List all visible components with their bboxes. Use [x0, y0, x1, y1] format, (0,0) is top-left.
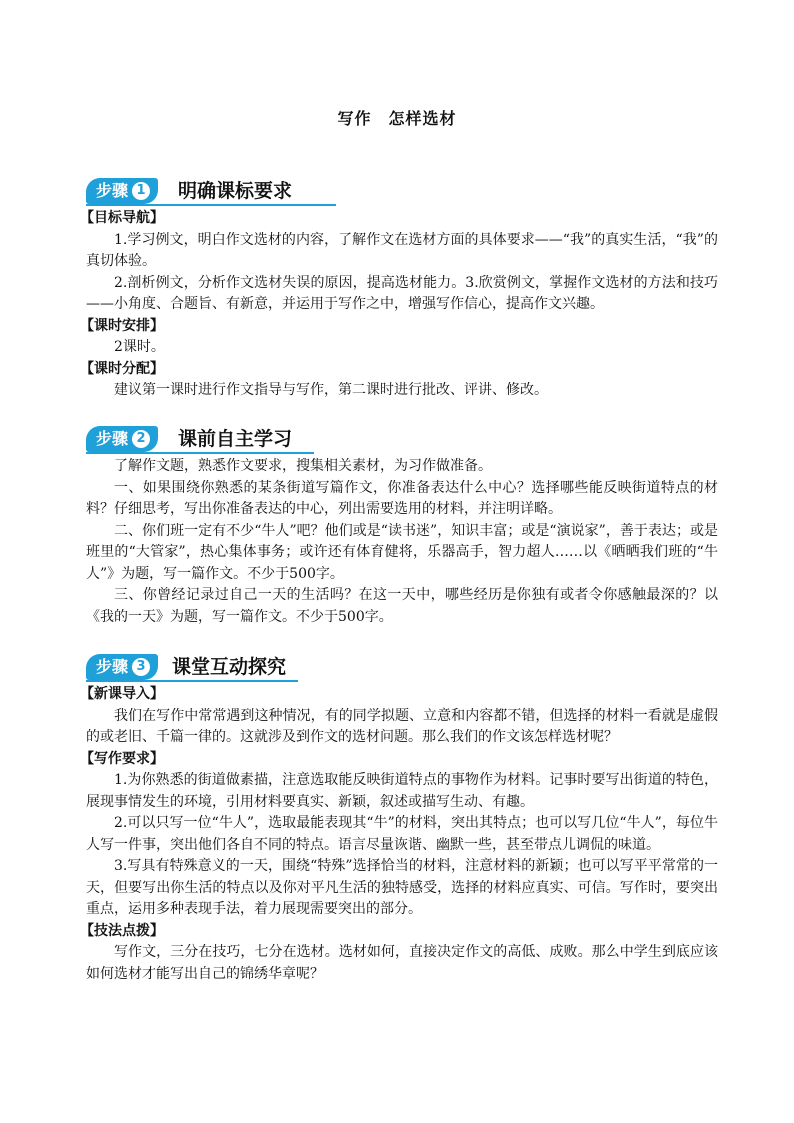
prep-paragraph-3: 二、你们班一定有不少“牛人”吧？他们或是“读书迷”，知识丰富；或是“演说家”，善于表达；或是班里的“大管家”，热心集体事务；或许还有体育健将，乐器高手，智力超人……以《晒晒我们班的“牛人”》为题，写一篇作文。不少于500字。 [86, 522, 718, 582]
step-badge-text: 步骤 [96, 429, 129, 449]
schedule-label: 【课时安排】 [80, 317, 164, 334]
step-3-header [86, 652, 718, 682]
section-step-3 [80, 652, 718, 985]
step-badge-text: 步骤 [96, 657, 129, 677]
step-1-header [86, 176, 718, 206]
section-step-1 [80, 176, 718, 402]
step-2-underline [86, 452, 314, 454]
step-1-title: 明确课标要求 [178, 180, 293, 202]
step-1-underline [86, 204, 336, 206]
prep-paragraph-2: 一、如果围绕你熟悉的某条街道写篇作文，你准备表达什么中心？选择哪些能反映街道特点的材料？仔细思考，写出你准备表达的中心，列出需要选用的材料，并注明详略。 [86, 479, 718, 517]
step-3-underline [86, 680, 298, 682]
step-2-title: 课前自主学习 [178, 428, 293, 450]
tips-label: 【技法点拨】 [80, 922, 164, 939]
tips-text: 写作文，三分在技巧，七分在选材。选材如何，直接决定作文的高低、成败。那么中学生到底应该如何选材才能写出自己的锦绣华章呢？ [86, 944, 718, 982]
step-1-badge [86, 178, 158, 204]
requirements-label: 【写作要求】 [80, 750, 164, 767]
allocation-label: 【课时分配】 [80, 360, 164, 377]
schedule-text: 2课时。 [114, 339, 165, 355]
intro-text: 我们在写作中常常遇到这种情况，有的同学拟题、立意和内容都不错，但选择的材料一看就是虚假的或老旧、千篇一律的。这就涉及到作文的选材问题。那么我们的作文该怎样选材呢？ [86, 707, 718, 745]
step-2-badge [86, 426, 158, 452]
prep-paragraph-1: 了解作文题，熟悉作文要求，搜集相关素材，为习作做准备。 [114, 458, 492, 474]
step-2-header [86, 424, 718, 454]
page-title: 写作 怎样选材 [337, 109, 457, 128]
requirement-2: 2.可以只写一位“牛人”，选取最能表现其“牛”的材料，突出其特点；也可以写几位“牛人”，每位牛人写一件事，突出他们各自不同的特点。语言尽量诙谐、幽默一些，甚至带点儿调侃的味道。 [86, 815, 718, 853]
step-3-title: 课堂互动探究 [172, 656, 287, 678]
prep-paragraph-4: 三、你曾经记录过自己一天的生活吗？在这一天中，哪些经历是你独有或者令你感触最深的？以《我的一天》为题，写一篇作文。不少于500字。 [86, 587, 718, 625]
section-step-2 [86, 424, 718, 628]
step-number: 3 [132, 658, 150, 676]
requirement-3: 3.写具有特殊意义的一天，围绕“特殊”选择恰当的材料，注意材料的新颖；也可以写平平常常的一天，但要写出你生活的特点以及你对平凡生活的独特感受，选择的材料应真实、可信。写作时，要突出重点，运用多种表现手法，着力展现需要突出的部分。 [86, 858, 718, 917]
step-number: 2 [132, 430, 150, 448]
step-3-badge [86, 654, 158, 680]
goal-paragraph-1: 1.学习例文，明白作文选材的内容，了解作文在选材方面的具体要求——“我”的真实生活，“我”的真切体验。 [86, 231, 718, 269]
allocation-text: 建议第一课时进行作文指导与写作，第二课时进行批改、评讲、修改。 [114, 382, 548, 398]
step-badge-text: 步骤 [96, 181, 129, 201]
goal-paragraph-2: 2.剖析例文，分析作文选材失误的原因，提高选材能力。3.欣赏例文，掌握作文选材的方法和技巧——小角度、合题旨、有新意，并运用于写作之中，增强写作信心，提高作文兴趣。 [86, 274, 718, 312]
goal-label: 【目标导航】 [80, 210, 164, 226]
intro-label: 【新课导入】 [80, 686, 164, 702]
requirement-1: 1.为你熟悉的街道做素描，注意选取能反映街道特点的事物作为材料。记事时要写出街道的特色，展现事情发生的环境，引用材料要真实、新颖，叙述或描写生动、有趣。 [86, 772, 718, 810]
step-number: 1 [132, 182, 150, 200]
